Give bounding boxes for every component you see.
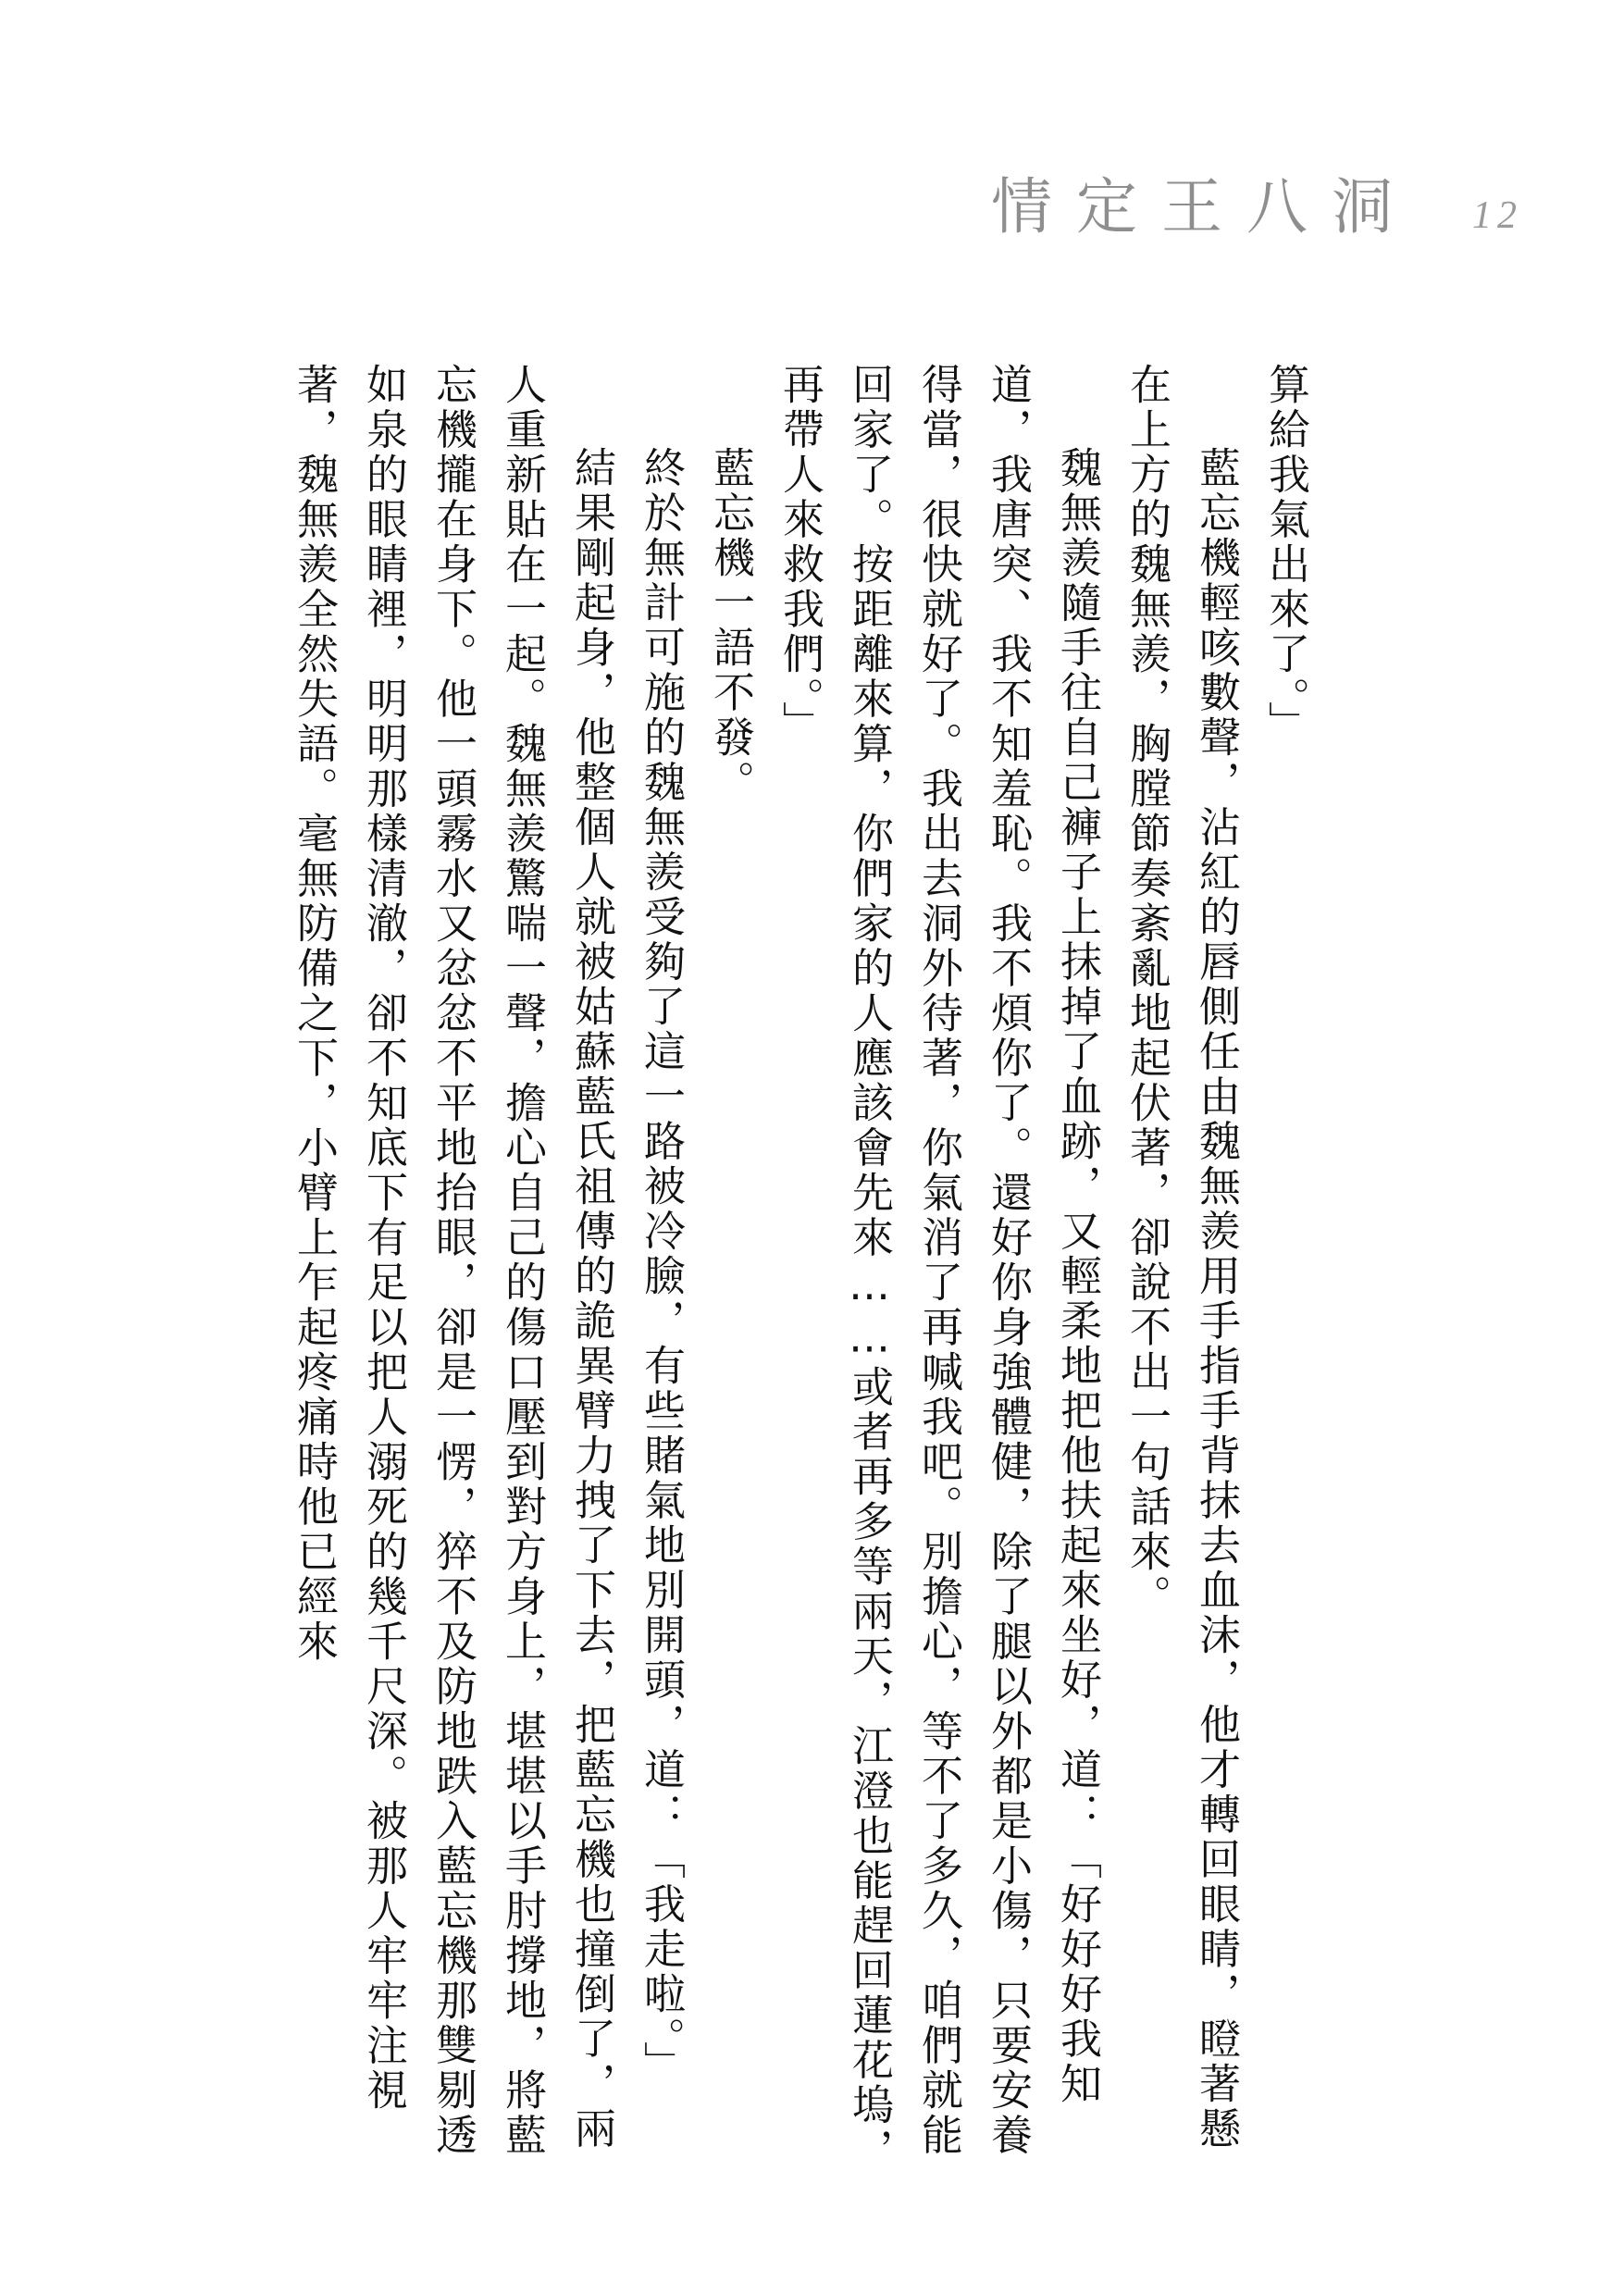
paragraph: 終於無計可施的魏無羨受夠了這一路被冷臉，有些賭氣地別開頭，道：「我走啦。」 <box>637 446 686 2086</box>
paragraph: 魏無羨隨手往自己褲子上抹掉了血跡，又輕柔地把他扶起來坐好，道：「好好好我知道，我唐突、我不知羞恥。我不煩你了。還好你身強體健，除了腿以外都是小傷，只要安養得當，很快就好了。我出去洞外待著，你氣消了再喊我吧。別擔心，等不了多久，咱們就能回家了。按距離來算，你們家的人應該會先來……或者再多等兩天，江澄也能趕回蓮花塢，再帶人來救我們。」 <box>775 363 1102 2173</box>
body-text <box>284 363 1320 2195</box>
page-header <box>991 157 1522 245</box>
paragraph: 藍忘機一語不發。 <box>706 446 755 805</box>
paragraph: 結果剛起身，他整個人就被姑蘇藍氏祖傳的詭異臂力拽了下去，把藍忘機也撞倒了，兩人重新貼在一起。魏無羨驚喘一聲，擔心自己的傷口壓到對方身上，堪堪以手肘撐地，將藍忘機攏在身下。他一頭霧水又忿忿不平地抬眼，卻是一愣，猝不及防地跌入藍忘機那雙剔透如泉的眼睛裡，明明那樣清澈，卻不知底下有足以把人溺死的幾千尺深。被那人牢牢注視著，魏無羨全然失語。毫無防備之下，小臂上乍起疼痛時他已經來 <box>290 363 616 2158</box>
paragraph: 算給我氣出來了。」 <box>1261 363 1310 746</box>
book-title: 情定王八洞 <box>991 171 1417 242</box>
paragraph: 藍忘機輕咳數聲，沾紅的唇側任由魏無羨用手指手背抹去血沫，他才轉回眼睛，瞪著懸在上方的魏無羨，胸膛節奏紊亂地起伏著，卻說不出一句話來。 <box>1122 363 1241 2152</box>
page-number: 12 <box>1472 194 1522 237</box>
